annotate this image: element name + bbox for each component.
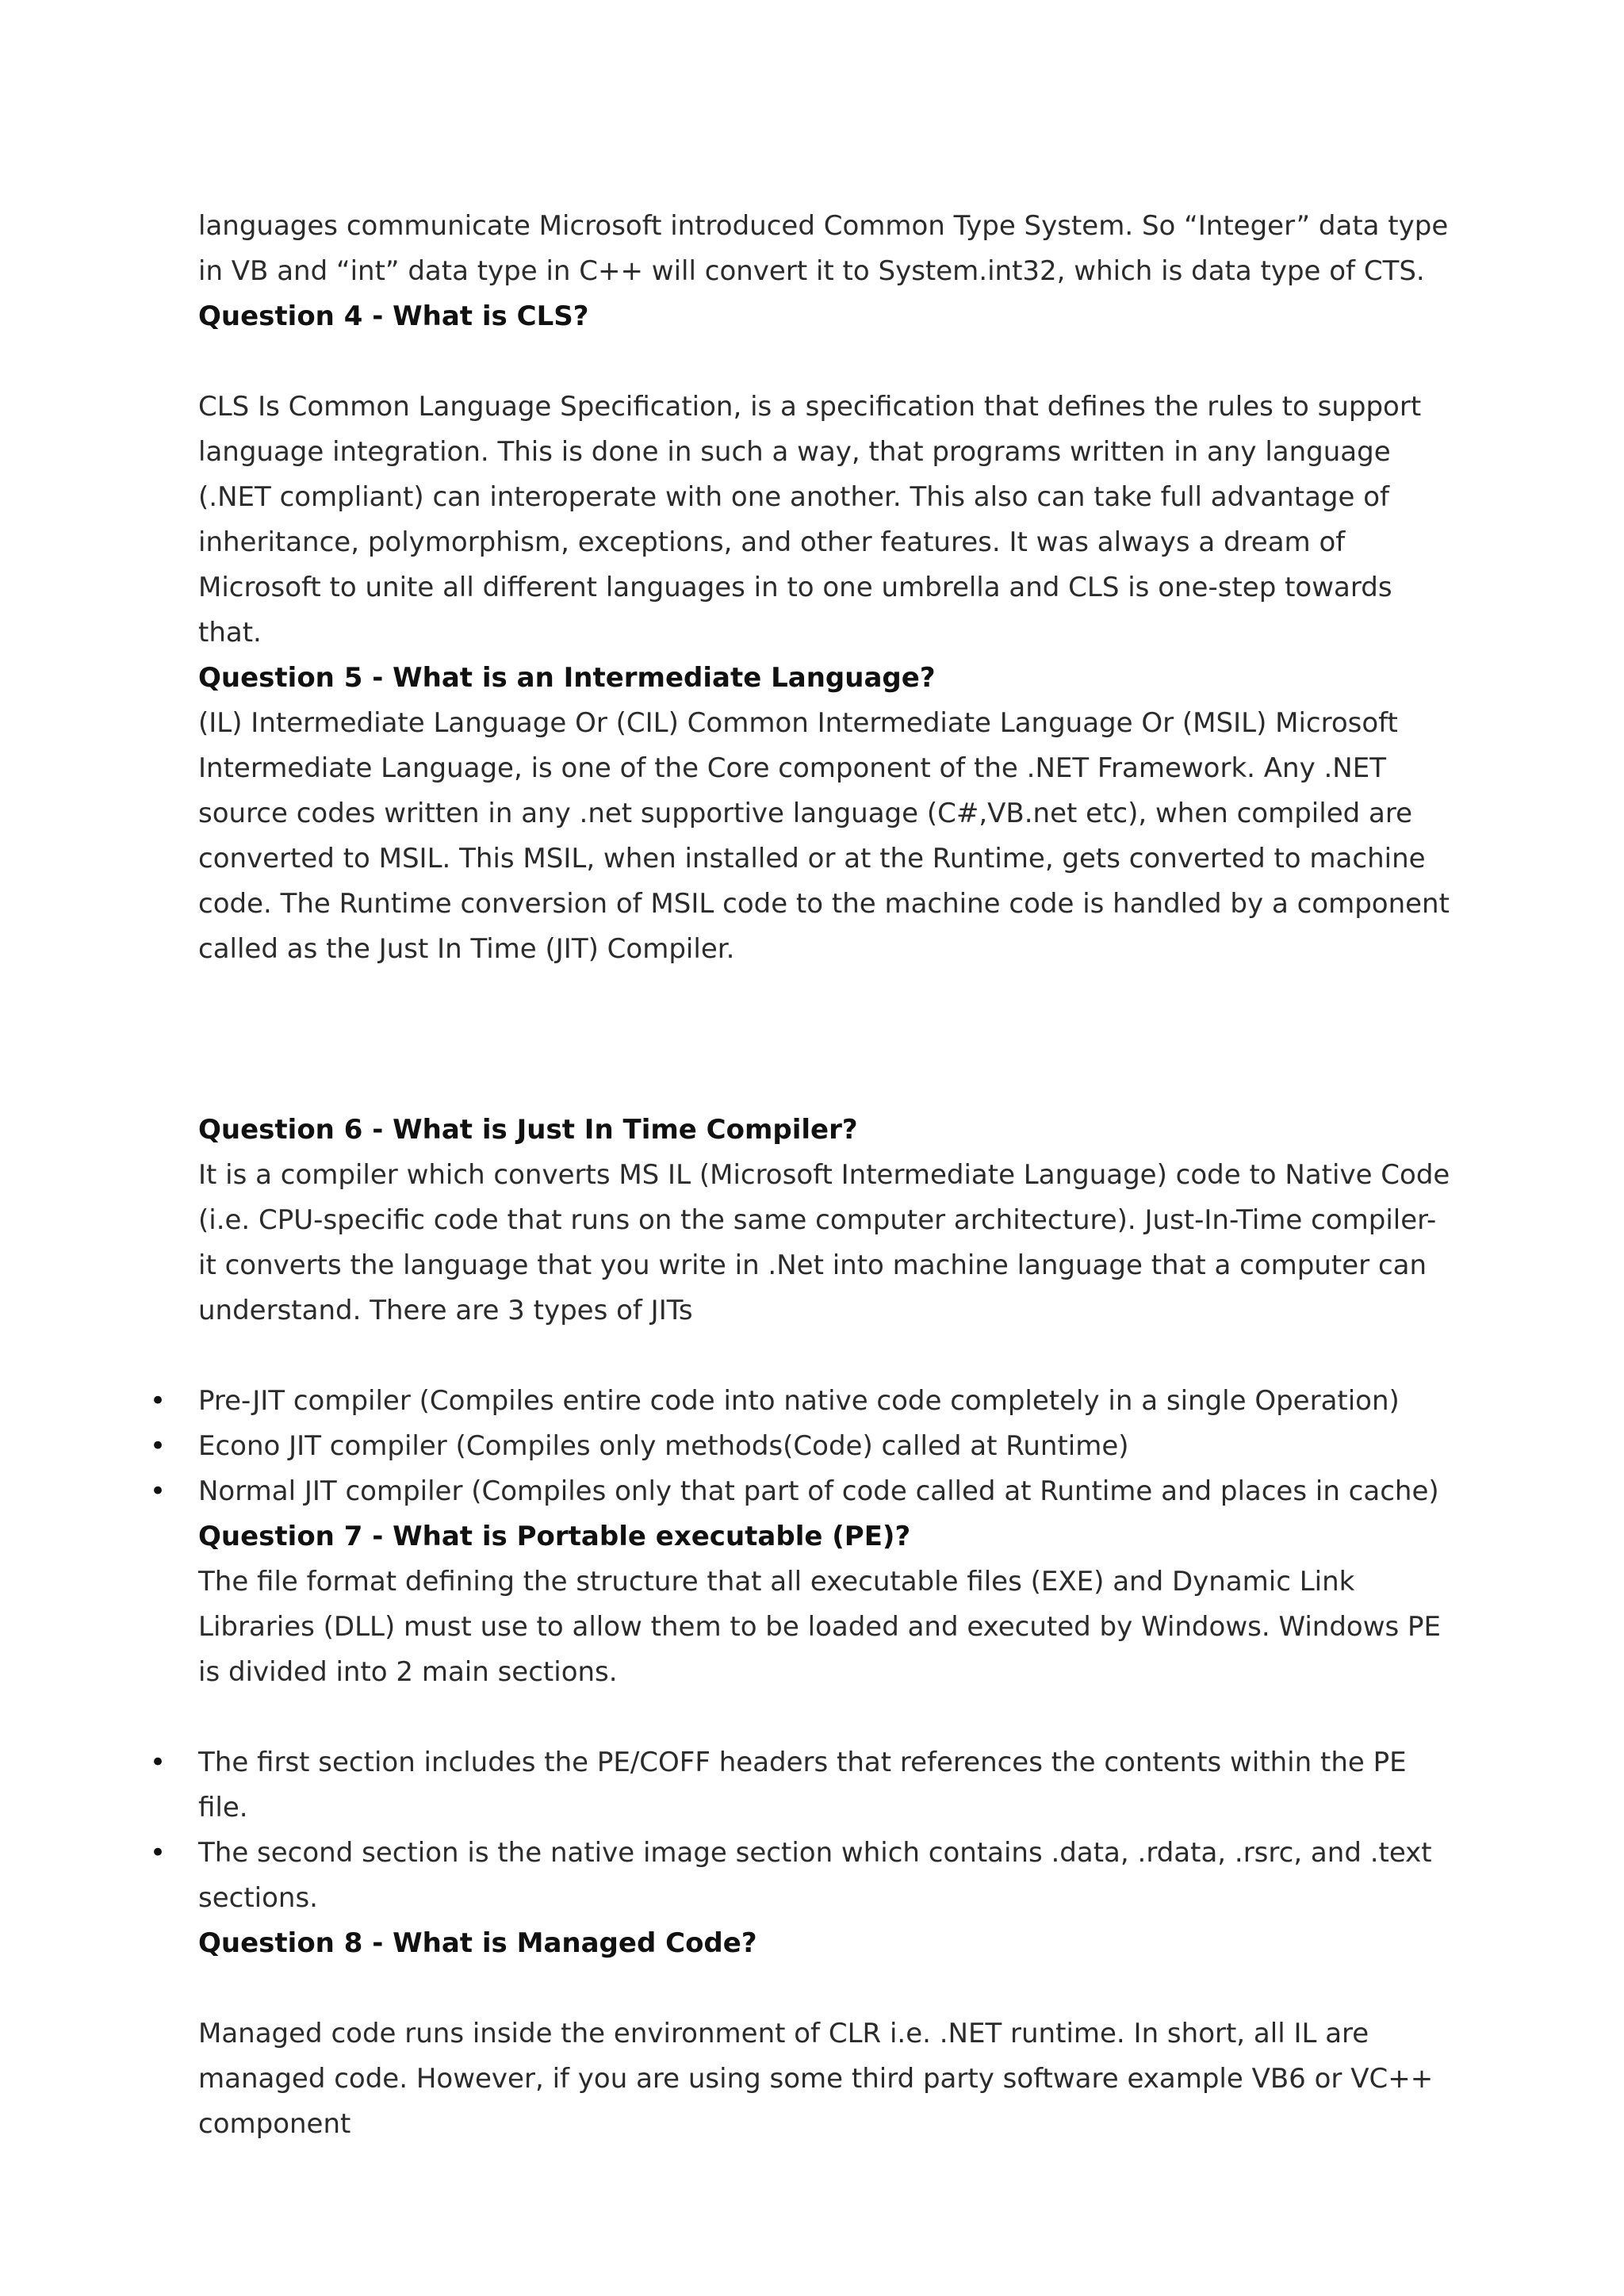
pe-sections-list [150,1740,1459,1921]
bullet-icon: • [150,1385,167,1417]
list-item-text: Econo JIT compiler (Compiles only methods(Code) called at Runtime) [198,1430,1129,1462]
question-7-heading: Question 7 - What is Portable executable (PE)? [198,1521,911,1552]
list-item-text: The second section is the native image section which contains .data, .rdata, .rsrc, and .text sections. [198,1837,1432,1914]
question-8-heading: Question 8 - What is Managed Code? [198,1927,757,1959]
list-item [150,1469,1459,1514]
document-body [150,204,1459,2147]
question-6-answer: It is a compiler which converts MS IL (Microsoft Intermediate Language) code to Native Code (i.e. CPU-specific code that runs on the same computer architecture). Just-In-Time compiler- it converts the language that you write in .Net into machine language that a computer can understand. There are 3 types of JITs [198,1159,1450,1326]
cts-paragraph-tail: languages communicate Microsoft introduced Common Type System. So “Integer” data type in VB and “int” data type in C++ will convert it to System.int32, which is data type of CTS. [198,210,1449,287]
bullet-icon: • [150,1430,167,1462]
spacer [198,1966,1459,2011]
question-7-answer: The file format defining the structure that all executable files (EXE) and Dynamic Link Libraries (DLL) must use to allow them to be loaded and executed by Windows. Windows PE is divided into 2 main sections. [198,1566,1442,1688]
spacer [198,339,1459,385]
list-item-text: Normal JIT compiler (Compiles only that part of code called at Runtime and places in cache) [198,1475,1439,1507]
bullet-icon: • [150,1475,167,1507]
bullet-icon: • [150,1747,167,1778]
jit-types-list [150,1379,1459,1514]
list-item [150,1740,1459,1831]
question-4-heading: Question 4 - What is CLS? [198,300,589,332]
spacer [198,1695,1459,1740]
question-5-answer: (IL) Intermediate Language Or (CIL) Common Intermediate Language Or (MSIL) Microsoft Intermediate Language, is one of the Core component of the .NET Framework. Any .NET source codes written in any .net supportive language (C#,VB.net etc), when compiled are converted to MSIL. This MSIL, when installed or at the Runtime, gets converted to machine code. The Runtime conversion of MSIL code to the machine code is handled by a component called as the Just In Time (JIT) Compiler. [198,707,1450,965]
list-item [150,1379,1459,1424]
spacer [198,972,1459,1108]
question-6-heading: Question 6 - What is Just In Time Compiler? [198,1114,858,1146]
question-4-answer: CLS Is Common Language Specification, is a specification that defines the rules to support language integration. This is done in such a way, that programs written in any language (.NET compliant) can interoperate with one another. This also can take full advantage of inheritance, polymorphism, exceptions, and other features. It was always a dream of Microsoft to unite all different languages in to one umbrella and CLS is one-step towards that. [198,391,1422,649]
list-item [150,1831,1459,1921]
list-item [150,1424,1459,1469]
question-8-answer: Managed code runs inside the environment of CLR i.e. .NET runtime. In short, all IL are managed code. However, if you are using some third party software example VB6 or VC++ component [198,2018,1434,2140]
bullet-icon: • [150,1837,167,1869]
spacer [198,1334,1459,1379]
list-item-text: The first section includes the PE/COFF headers that references the contents within the PE file. [198,1747,1407,1823]
question-5-heading: Question 5 - What is an Intermediate Language? [198,662,936,694]
list-item-text: Pre-JIT compiler (Compiles entire code into native code completely in a single Operation) [198,1385,1400,1417]
